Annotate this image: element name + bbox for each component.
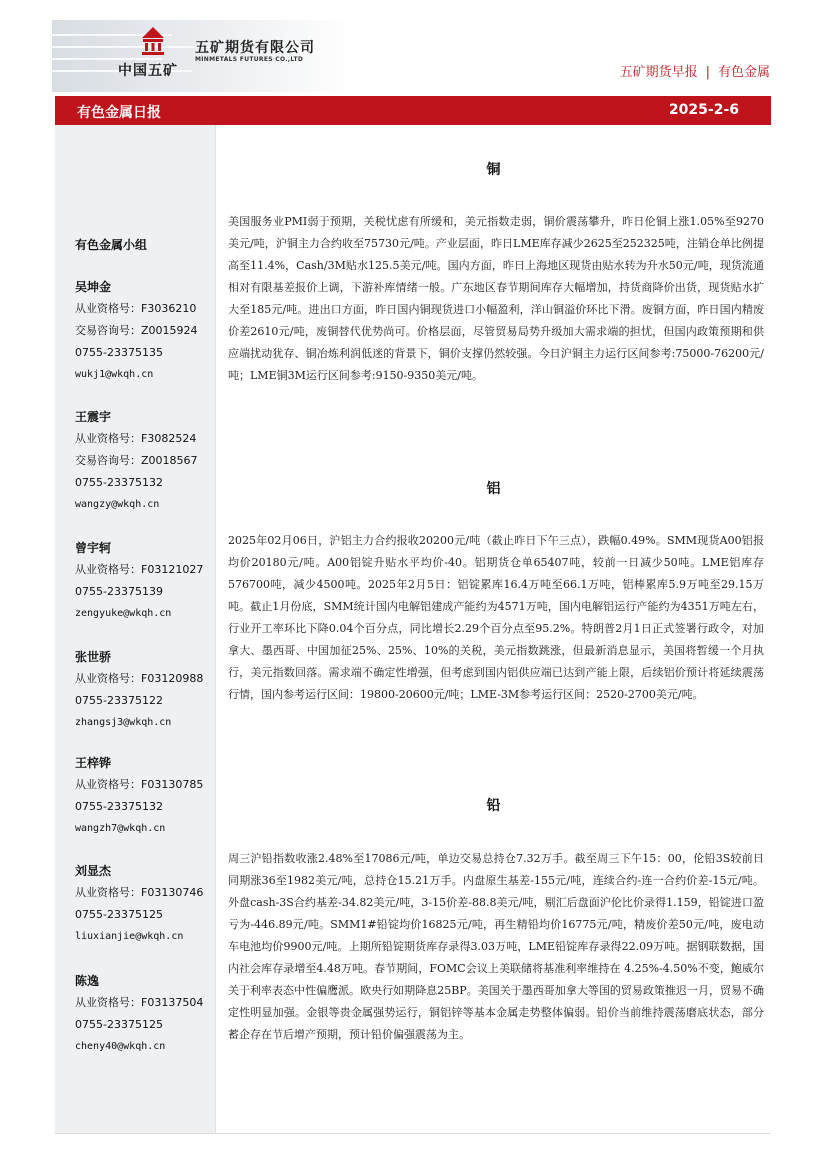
section-heading-lead: 铅 <box>486 798 501 814</box>
company-name-en: MINMETALS FUTURES CO.,LTD <box>195 56 304 63</box>
section-heading-copper: 铜 <box>486 162 501 178</box>
section-body-lead: 周三沪铅指数收涨2.48%至17086元/吨，单边交易总持仓7.32万手。截至周三下午15：00，伦铅3S较前日同期涨36至1982美元/吨，总持仓15.21万手。内盘原生基差-155元/吨，连续合约-连一合约价差-15元/吨。外盘cash-3S合约基差-34.82美元/吨，3-15价差-88.8美元/吨，剔汇后盘面沪伦比价录得1.159，铅锭进口盈亏为-446.89元/吨。SMM1#铅锭均价16825元/吨，再生精铅均价16775元/吨，精废价差50元/吨，废电动车电池均价9900元/吨。上期所铅锭期货库存录得3.03万吨，LME铅锭库存录得22.09万吨。据钢联数据，国内社会库存录增至4.48万吨。春节期间，FOMC会议上美联储将基准利率维持在 4.25%-4.50%不变，鲍威尔关于利率表态中性偏鹰派。欧央行如期降息25BP。美国关于墨西哥加拿大等国的贸易政策推迟一月，贸易不确定性明显加强。金银等贵金属强势运行，铜铝锌等基本金属走势整体偏弱。铅价当前维持震荡磨底状态，部分蓄企存在节后增产预期，预计铅价偏强震荡为主。 <box>228 852 764 1041</box>
company-name-cn: 五矿期货有限公司 <box>195 40 315 56</box>
section-heading-aluminum: 铝 <box>486 481 501 497</box>
section-body-copper: 美国服务业PMI弱于预期，关税忧虑有所缓和，美元指数走弱，铜价震荡攀升，昨日伦铜上涨1.05%至9270美元/吨，沪铜主力合约收至75730元/吨。产业层面，昨日LME库存减少2625至252325吨，注销仓单比例提高至11.4%，Cash/3M贴水125.5美元/吨。国内方面，昨日上海地区现货由贴水转为升水50元/吨，现货流通相对有限基差报价上调，下游补库情绪一般。广东地区春节期间库存大幅增加，持货商降价出货，现货贴水扩大至185元/吨。进出口方面，昨日国内铜现货进口小幅盈利，洋山铜溢价环比下滑。废铜方面，昨日国内精废价差2610元/吨，废铜替代优势尚可。价格层面，尽管贸易局势升级加大需求端的担忧，但国内政策预期和供应端扰动犹存、铜冶炼利润低迷的背景下，铜价支撑仍然较强。今日沪铜主力运行区间参考:75000-76200元/吨；LME铜3M运行区间参考:9150-9350美元/吨。 <box>228 215 764 382</box>
report-date: 2025-2-6 <box>668 102 739 118</box>
member-consult: 交易咨询号：Z0018567 <box>75 454 198 467</box>
member-name: 曾宇轲 <box>75 541 112 555</box>
member-email[interactable]: wukj1@wkqh.cn <box>75 369 154 380</box>
team-member <box>75 860 203 948</box>
team-member <box>75 646 203 734</box>
member-email[interactable]: wangzy@wkqh.cn <box>75 499 160 510</box>
member-consult: 交易咨询号：Z0015924 <box>75 324 198 337</box>
member-phone: 0755-23375125 <box>75 908 163 921</box>
member-phone: 0755-23375125 <box>75 1018 163 1031</box>
member-name: 陈逸 <box>75 974 100 988</box>
header-separator: | <box>705 65 710 80</box>
member-email[interactable]: liuxianjie@wkqh.cn <box>75 931 184 942</box>
team-member <box>75 276 198 386</box>
member-email[interactable]: wangzh7@wkqh.cn <box>75 823 166 834</box>
team-member <box>75 970 203 1058</box>
member-license: 从业资格号：F03130785 <box>75 778 204 791</box>
member-license: 从业资格号：F3082524 <box>75 432 197 445</box>
member-phone: 0755-23375122 <box>75 694 163 707</box>
logo-text: 中国五矿 <box>118 63 178 79</box>
member-name: 张世骄 <box>75 650 112 664</box>
member-phone: 0755-23375132 <box>75 476 163 489</box>
member-license: 从业资格号：F3036210 <box>75 302 197 315</box>
member-name: 王震宇 <box>75 410 112 424</box>
member-license: 从业资格号：F03130746 <box>75 886 204 899</box>
header-stripe <box>52 46 212 48</box>
section-body-aluminum: 2025年02月06日，沪铝主力合约报收20200元/吨（截止昨日下午三点），跌幅0.49%。SMM现货A00铝报均价20180元/吨。A00铝锭升贴水平均价-40。铝期货仓单65407吨，较前一日减少50吨。LME铝库存576700吨，减少4500吨。2025年2月5日：铝锭累库16.4万吨至66.1万吨，铝棒累库5.9万吨至29.15万吨。截止1月份底，SMM统计国内电解铝建成产能约为4571万吨，国内电解铝运行产能约为4351万吨左右，行业开工率环比下降0.04个百分点，同比增长2.29个百分点至95.2%。特朗普2月1日正式签署行政令，对加拿大、墨西哥、中国加征25%、25%、10%的关税，美元指数跳涨，但最新消息显示，美国将暂缓一个月执行，美元指数回落。需求端不确定性增强，但考虑到国内铝供应端已达到产能上限，后续铝价预计将延续震荡行情，国内参考运行区间：19800-20600元/吨；LME-3M参考运行区间：2520-2700美元/吨。 <box>228 534 764 701</box>
report-name: 五矿期货早报 <box>619 65 698 80</box>
column-divider <box>215 125 216 1133</box>
report-label <box>620 61 770 80</box>
team-title: 有色金属小组 <box>75 238 148 252</box>
member-name: 刘显杰 <box>75 864 112 878</box>
member-email[interactable]: zhangsj3@wkqh.cn <box>75 717 172 728</box>
footer-rule <box>55 1133 771 1134</box>
member-email[interactable]: zengyuke@wkqh.cn <box>75 608 172 619</box>
member-license: 从业资格号：F03120988 <box>75 672 204 685</box>
member-phone: 0755-23375139 <box>75 585 163 598</box>
team-member <box>75 537 203 625</box>
member-license: 从业资格号：F03121027 <box>75 563 204 576</box>
member-license: 从业资格号：F03137504 <box>75 996 204 1009</box>
member-email[interactable]: cheny40@wkqh.cn <box>75 1041 166 1052</box>
team-member <box>75 752 203 840</box>
company-logo-icon <box>140 26 166 56</box>
team-member <box>75 406 198 516</box>
member-name: 王梓铧 <box>75 756 112 770</box>
report-category: 有色金属 <box>717 65 770 80</box>
report-title: 有色金属日报 <box>77 105 161 121</box>
title-bar <box>55 96 771 125</box>
member-phone: 0755-23375132 <box>75 800 163 813</box>
member-phone: 0755-23375135 <box>75 346 163 359</box>
member-name: 吴坤金 <box>75 280 112 294</box>
